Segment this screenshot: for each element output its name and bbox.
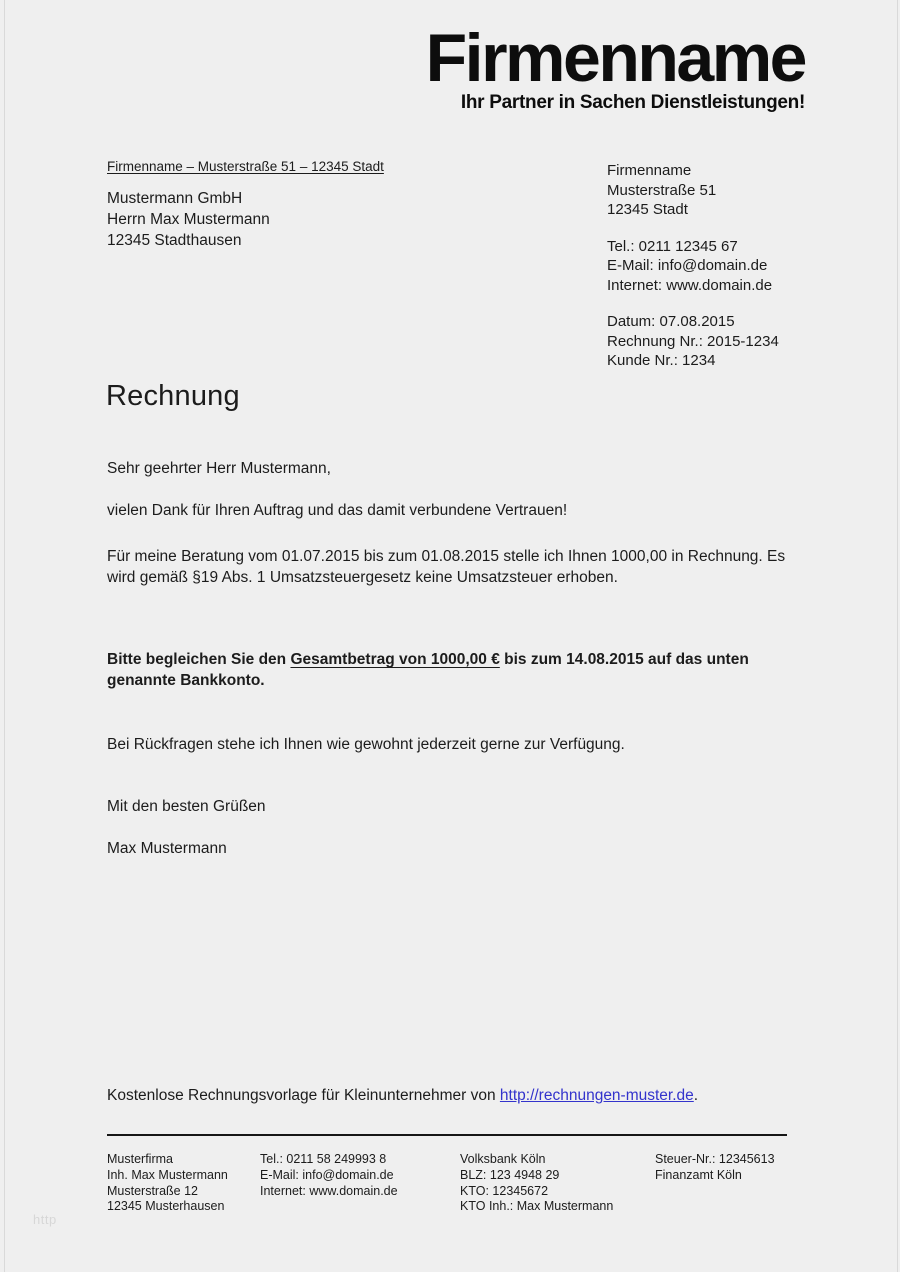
footer-phone: Tel.: 0211 58 249993 8 bbox=[260, 1152, 387, 1166]
sender-return-address: Firmenname – Musterstraße 51 – 12345 Stadt bbox=[107, 159, 384, 174]
footer-bank-blz: BLZ: 123 4948 29 bbox=[460, 1167, 560, 1182]
invoice-meta-block bbox=[607, 312, 779, 371]
recipient-address bbox=[107, 188, 270, 251]
footer-divider bbox=[107, 1134, 787, 1136]
company-tagline: Ihr Partner in Sachen Dienstleistungen! bbox=[460, 91, 805, 113]
availability-paragraph: Bei Rückfragen stehe ich Ihnen wie gewohnt jederzeit gerne zur Verfügung. bbox=[107, 736, 625, 753]
recipient-company: Mustermann GmbH bbox=[107, 190, 243, 207]
sender-contact-block bbox=[607, 237, 779, 296]
recipient-name: Herrn Max Mustermann bbox=[107, 211, 270, 228]
customer-number: Kunde Nr.: 1234 bbox=[607, 352, 716, 369]
salutation-paragraph: Sehr geehrter Herr Mustermann, bbox=[107, 460, 331, 477]
template-source-link[interactable]: http://rechnungen-muster.de bbox=[499, 1087, 694, 1104]
footer-company-name: Musterfirma bbox=[107, 1152, 173, 1166]
sender-street: Musterstraße 51 bbox=[607, 181, 717, 199]
invoice-date: Datum: 07.08.2015 bbox=[607, 313, 735, 330]
page-edge-left bbox=[4, 0, 5, 1272]
signature-name: Max Mustermann bbox=[107, 840, 227, 857]
company-logo-name: Firmenname bbox=[425, 20, 805, 96]
footer-tax-column bbox=[655, 1152, 775, 1184]
page-edge-right bbox=[897, 0, 898, 1272]
footer-company-column bbox=[107, 1152, 228, 1215]
document-title: Rechnung bbox=[106, 380, 240, 412]
sender-city: 12345 Stadt bbox=[607, 201, 688, 218]
footer-tax-office: Finanzamt Köln bbox=[655, 1167, 742, 1182]
footer-contact-column bbox=[260, 1152, 398, 1199]
footer-bank-column bbox=[460, 1152, 613, 1215]
recipient-city: 12345 Stadthausen bbox=[107, 232, 242, 249]
sender-website: Internet: www.domain.de bbox=[607, 276, 773, 294]
sender-company: Firmenname bbox=[607, 162, 692, 179]
footer-bank-name: Volksbank Köln bbox=[460, 1152, 546, 1166]
sender-address-block bbox=[607, 161, 779, 220]
footer-city: 12345 Musterhausen bbox=[107, 1199, 225, 1214]
footer-street: Musterstraße 12 bbox=[107, 1183, 199, 1198]
watermark-text: http bbox=[33, 1212, 57, 1227]
sender-email: E-Mail: info@domain.de bbox=[607, 257, 768, 274]
payment-prefix-text: Bitte begleichen Sie den bbox=[107, 651, 291, 668]
payment-total-amount: Gesamtbetrag von 1000,00 € bbox=[290, 651, 500, 668]
service-paragraph: Für meine Beratung vom 01.07.2015 bis zum 01.08.2015 stelle ich Ihnen 1000,00 in Rechnung. Es wird gemäß §19 Abs. 1 Umsatzsteuergesetz keine Umsatzsteuer erhoben. bbox=[107, 548, 786, 586]
thanks-paragraph: vielen Dank für Ihren Auftrag und das damit verbundene Vertrauen! bbox=[107, 502, 568, 519]
footer-owner: Inh. Max Mustermann bbox=[107, 1167, 228, 1182]
invoice-number: Rechnung Nr.: 2015-1234 bbox=[607, 332, 779, 350]
company-logo bbox=[425, 20, 805, 114]
template-note-prefix: Kostenlose Rechnungsvorlage für Kleinunternehmer von bbox=[107, 1087, 500, 1104]
payment-suffix-text: bis zum 14.08.2015 auf das unten genannte Bankkonto. bbox=[107, 651, 749, 689]
footer-email: E-Mail: info@domain.de bbox=[260, 1167, 394, 1182]
footer-bank-holder: KTO Inh.: Max Mustermann bbox=[460, 1199, 614, 1214]
sender-phone: Tel.: 0211 12345 67 bbox=[607, 237, 738, 255]
template-note-suffix: . bbox=[693, 1087, 699, 1104]
footer-bank-account: KTO: 12345672 bbox=[460, 1183, 549, 1198]
footer-website: Internet: www.domain.de bbox=[260, 1183, 398, 1198]
payment-request-paragraph bbox=[107, 649, 807, 691]
closing-paragraph: Mit den besten Grüßen bbox=[107, 798, 266, 815]
info-block bbox=[607, 161, 779, 388]
template-credit-note bbox=[107, 1087, 698, 1105]
footer-tax-number: Steuer-Nr.: 12345613 bbox=[655, 1152, 775, 1166]
